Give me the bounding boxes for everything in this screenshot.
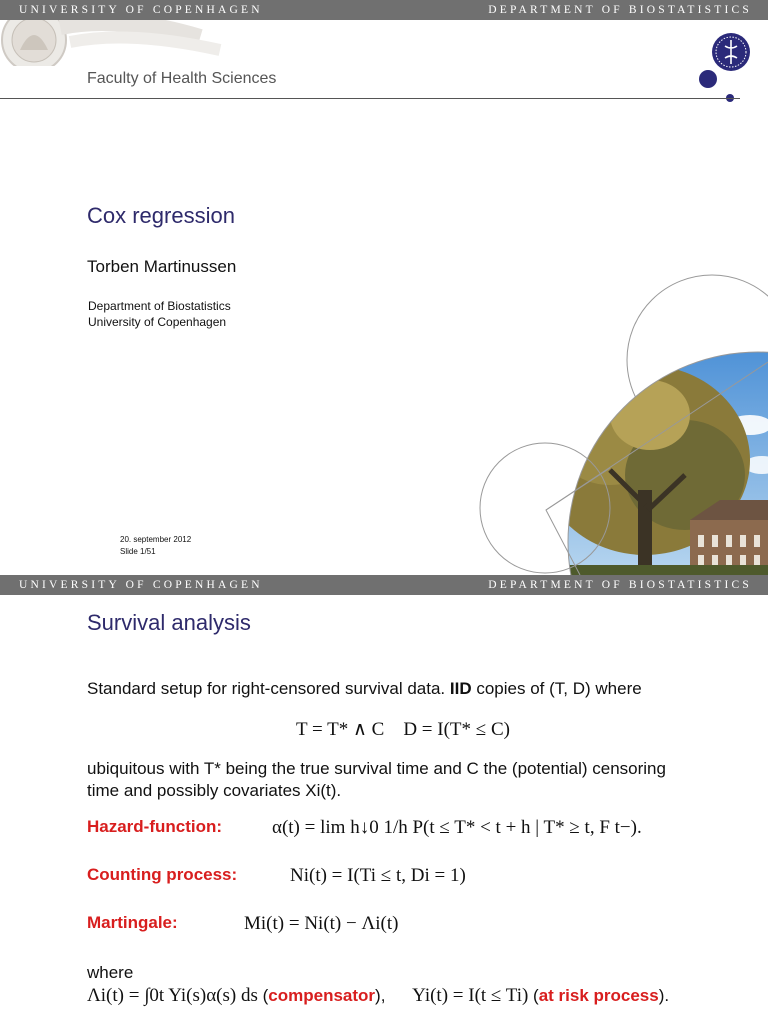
compensator-line: Λi(t) = ∫0t Yi(s)α(s) ds (compensator), Yi(t) = I(t ≤ Ti) (at risk process).	[87, 985, 670, 1006]
header-department-2: DEPARTMENT OF BIOSTATISTICS	[488, 579, 752, 591]
slide-title: Survival analysis	[87, 610, 251, 635]
header-university-2: UNIVERSITY OF COPENHAGEN	[19, 579, 263, 591]
header-bar-2	[0, 575, 768, 595]
intro-text: Standard setup for right-censored survival data.	[87, 679, 446, 698]
header-university: UNIVERSITY OF COPENHAGEN	[19, 4, 263, 16]
page-title: Cox regression	[87, 203, 235, 228]
ubiquitous-line-1: ubiquitous with T* being the true survival time and C the (potential) censoring	[87, 759, 666, 778]
university-logo-icon	[695, 30, 755, 105]
affiliation-line-2: University of Copenhagen	[88, 315, 227, 329]
affiliation-line-1: Department of Biostatistics	[88, 299, 231, 313]
iid-label: IID	[449, 679, 472, 698]
counting-formula: Ni(t) = I(Ti ≤ t, Di = 1)	[290, 865, 466, 886]
header-divider	[0, 98, 740, 99]
martingale-label: Martingale:	[87, 913, 178, 932]
atrisk-label: at risk process	[538, 986, 659, 1005]
intro-tail: copies of (T, D) where	[476, 679, 642, 698]
decorative-photo-graphic	[470, 220, 768, 575]
faculty-name: Faculty of Health Sciences	[87, 70, 277, 87]
setup-equation: T = T* ∧ C D = I(T* ≤ C)	[296, 719, 510, 740]
header-bar	[0, 0, 768, 20]
seal-watermark	[0, 20, 240, 66]
martingale-formula: Mi(t) = Ni(t) − Λi(t)	[244, 913, 399, 934]
compensator-label: compensator	[268, 986, 376, 1005]
header-department: DEPARTMENT OF BIOSTATISTICS	[488, 4, 752, 16]
intro-paragraph	[87, 679, 642, 699]
author-name: Torben Martinussen	[87, 257, 237, 276]
ubiquitous-line-2: time and possibly covariates Xi(t).	[87, 781, 342, 800]
slide-date: 20. september 2012	[120, 535, 192, 544]
compensator-formula: Λi(t) = ∫0t Yi(s)α(s) ds	[87, 985, 258, 1006]
slide-number: Slide 1/51	[120, 547, 156, 556]
counting-label: Counting process:	[87, 865, 238, 884]
atrisk-formula: Yi(t) = I(t ≤ Ti)	[412, 985, 529, 1006]
hazard-label: Hazard-function:	[87, 817, 223, 836]
hazard-formula: α(t) = lim h↓0 1/h P(t ≤ T* < t + h | T* ≥ t, F t−).	[272, 817, 642, 838]
where-text: where	[87, 963, 134, 982]
